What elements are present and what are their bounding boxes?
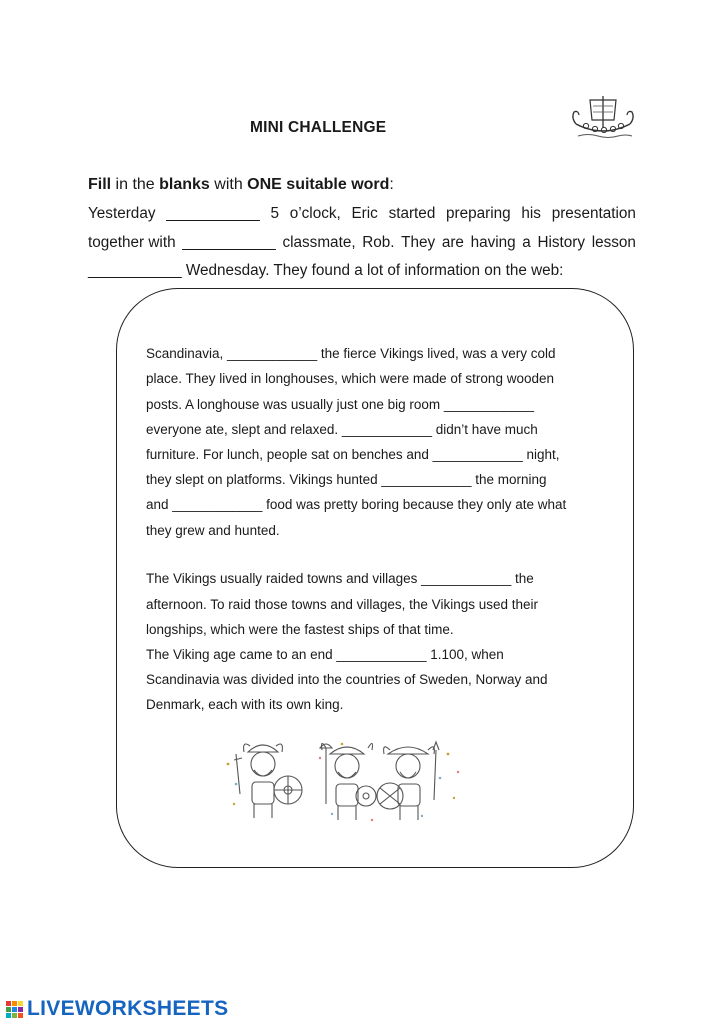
liveworksheets-logo-icon (6, 1001, 23, 1018)
intro-line: together with ___________ classmate, Rob. They are having a History lesson (88, 234, 636, 251)
viking-ship-icon (568, 92, 638, 142)
brand-name: LIVEWORKSHEETS (27, 997, 229, 1020)
text-line: Scandinavia, ____________ the fierce Vikings lived, was a very cold (146, 346, 556, 361)
text-line: they grew and hunted. (146, 523, 280, 538)
text-line: place. They lived in longhouses, which were made of strong wooden (146, 371, 554, 386)
vikings-illustration (222, 734, 462, 824)
blank: ___________ (182, 234, 276, 251)
blank: ___________ (166, 205, 260, 222)
text-line: and ____________ food was pretty boring because they only ate what (146, 497, 567, 512)
text-line: everyone ate, slept and relaxed. ____________ didn’t have much (146, 422, 538, 437)
intro-line: Yesterday ___________ 5 o’clock, Eric started preparing his presentation (88, 205, 636, 222)
instructions: Fill in the blanks with ONE suitable word: (88, 176, 394, 193)
text-line: The Vikings usually raided towns and villages ____________ the (146, 571, 534, 586)
text-line: posts. A longhouse was usually just one big room ____________ (146, 397, 535, 412)
liveworksheets-logo (6, 998, 228, 1020)
text-line: longships, which were the fastest ships of that time. (146, 622, 454, 637)
text-line: afternoon. To raid those towns and villages, the Vikings used their (146, 597, 538, 612)
text-line: furniture. For lunch, people sat on benches and ____________ night, (146, 447, 560, 462)
page-title: MINI CHALLENGE (250, 119, 387, 136)
text-line: The Viking age came to an end ____________ 1.100, when (146, 647, 504, 662)
text-line: Scandinavia was divided into the countries of Sweden, Norway and (146, 672, 548, 687)
text-line: Denmark, each with its own king. (146, 697, 344, 712)
intro-line: ___________ Wednesday. They found a lot of information on the web: (88, 262, 564, 279)
text-line: they slept on platforms. Vikings hunted ____________ the morning (146, 472, 547, 487)
